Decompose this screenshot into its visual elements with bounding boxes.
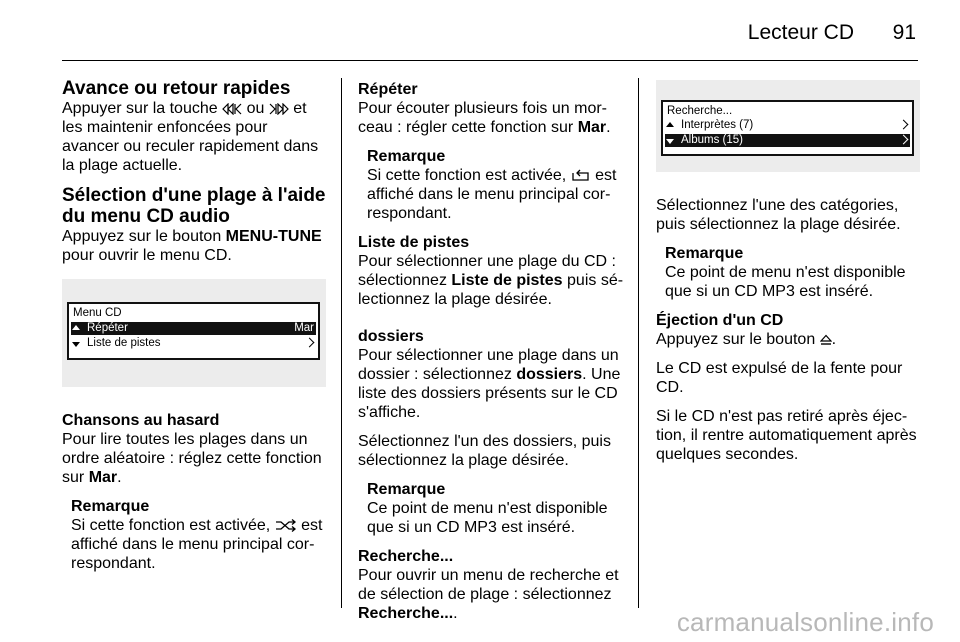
shuffle-icon — [275, 519, 297, 532]
lcd-row-track-list[interactable] — [71, 337, 316, 350]
lcd-display — [661, 100, 914, 156]
lcd-row-label: Albums (15) — [681, 134, 743, 146]
arrow-down-icon — [666, 139, 674, 144]
note — [656, 244, 922, 301]
text: Pour ouvrir un menu de recherche et de sélection de plage : sélectionnez — [358, 567, 619, 603]
text: . — [453, 605, 458, 622]
text: Si cette fonction est activée, — [367, 167, 567, 184]
column-1 — [62, 78, 326, 583]
lcd-row-label: Liste de pistes — [87, 337, 161, 349]
lcd-row-artists[interactable] — [665, 119, 910, 132]
page-number: 91 — [892, 21, 916, 44]
text: Appuyer sur la touche — [62, 100, 218, 117]
note-title: Remarque — [71, 498, 150, 515]
section-title-fast-forward: Avance ou retour rapides — [62, 78, 291, 99]
text: Appuyez sur le bouton — [62, 228, 222, 245]
paragraph — [358, 99, 624, 137]
rewind-icon — [222, 103, 242, 115]
section-title-shuffle: Chansons au hasard — [62, 412, 220, 429]
text-bold: Liste de pistes — [451, 272, 563, 289]
eject-icon — [820, 334, 832, 346]
paragraph: Sélectionnez l'une des catégories, puis sélectionnez la plage désirée. — [656, 197, 901, 233]
paragraph — [358, 566, 624, 623]
text: est affiché dans le menu principal cor-respondant. — [367, 167, 617, 222]
text: puis sé-lectionnez la plage désirée. — [358, 272, 624, 308]
text: Ce point de menu n'est disponible que si un CD MP3 est inséré. — [665, 264, 906, 300]
section-title-cd-menu: Sélection d'une plage à l'aide du menu CD audio — [62, 185, 326, 227]
note-title: Remarque — [367, 481, 446, 498]
lcd-row-value: Mar — [294, 322, 314, 334]
text: . — [117, 469, 122, 486]
chevron-right-icon — [899, 120, 909, 130]
text: Pour sélectionner une plage dans un dossier : sélectionnez — [358, 347, 619, 383]
repeat-icon — [571, 169, 591, 182]
section-title-repeat: Répéter — [358, 81, 418, 98]
text-bold: Recherche... — [358, 605, 454, 622]
text: est affiché dans le menu principal cor-respondant. — [71, 517, 323, 572]
note-title: Remarque — [367, 148, 446, 165]
chevron-right-icon — [305, 338, 315, 348]
header-title: Lecteur CD — [747, 21, 854, 44]
text: Si cette fonction est activée, — [71, 517, 271, 534]
paragraph — [62, 227, 326, 265]
column-3 — [656, 80, 922, 474]
watermark: carmanualsonline.info — [676, 607, 934, 637]
text: Pour sélectionner une plage du CD : sélectionnez — [358, 253, 616, 289]
chevron-right-icon — [899, 135, 909, 145]
menu-tune-label: MENU-TUNE — [225, 228, 322, 245]
paragraph — [358, 346, 624, 422]
text: pour ouvrir le menu CD. — [62, 247, 232, 264]
lcd-row-albums[interactable] — [665, 134, 910, 147]
text: ou — [246, 100, 265, 117]
note — [358, 480, 624, 537]
text: Appuyez sur le bouton — [656, 331, 816, 348]
section-title-eject: Éjection d'un CD — [656, 312, 784, 329]
fast-forward-icon — [269, 103, 289, 115]
text: . — [606, 119, 611, 136]
text: . Une liste des dossiers présents sur le CD s'affiche. — [358, 366, 621, 421]
lcd-row-label: Répéter — [87, 322, 128, 334]
arrow-up-icon — [666, 122, 674, 127]
text: Pour écouter plusieurs fois un mor-ceau : régler cette fonction sur — [358, 100, 607, 136]
arrow-down-icon — [72, 342, 80, 347]
paragraph — [62, 430, 326, 487]
text-bold: Mar — [577, 119, 607, 136]
paragraph: Sélectionnez l'un des dossiers, puis sélectionnez la plage désirée. — [358, 433, 611, 469]
text: Pour lire toutes les plages dans un ordre aléatoire : réglez cette fonction sur — [62, 431, 322, 486]
search-menu-screen — [656, 80, 920, 172]
lcd-row-label: Interprètes (7) — [681, 119, 754, 131]
paragraph — [656, 330, 922, 349]
column-divider — [341, 78, 342, 608]
note — [358, 147, 624, 223]
column-2 — [358, 80, 624, 633]
section-title-folders: dossiers — [358, 328, 424, 345]
text: . — [831, 331, 837, 348]
note-title: Remarque — [665, 245, 744, 262]
paragraph: Si le CD n'est pas retiré après éjec-tion, il rentre automatiquement après quelques secondes. — [656, 408, 917, 463]
lcd-row-repeat[interactable] — [71, 322, 316, 335]
arrow-up-icon — [72, 325, 80, 330]
paragraph — [62, 99, 326, 175]
column-divider — [638, 78, 639, 608]
text-bold: dossiers — [516, 366, 583, 383]
lcd-title: Recherche... — [667, 105, 733, 117]
cd-menu-screen — [62, 279, 326, 387]
text-bold: Mar — [88, 469, 118, 486]
page-header — [62, 0, 918, 61]
lcd-title: Menu CD — [73, 307, 122, 319]
text: et les maintenir enfoncées pour avancer ou reculer rapidement dans la plage actuelle. — [62, 100, 319, 174]
section-title-search: Recherche... — [358, 548, 454, 565]
lcd-display — [67, 302, 320, 360]
note — [62, 497, 326, 573]
paragraph: Le CD est expulsé de la fente pour CD. — [656, 360, 903, 396]
section-title-track-list: Liste de pistes — [358, 234, 470, 251]
text: Ce point de menu n'est disponible que si un CD MP3 est inséré. — [367, 500, 608, 536]
paragraph — [358, 252, 624, 309]
